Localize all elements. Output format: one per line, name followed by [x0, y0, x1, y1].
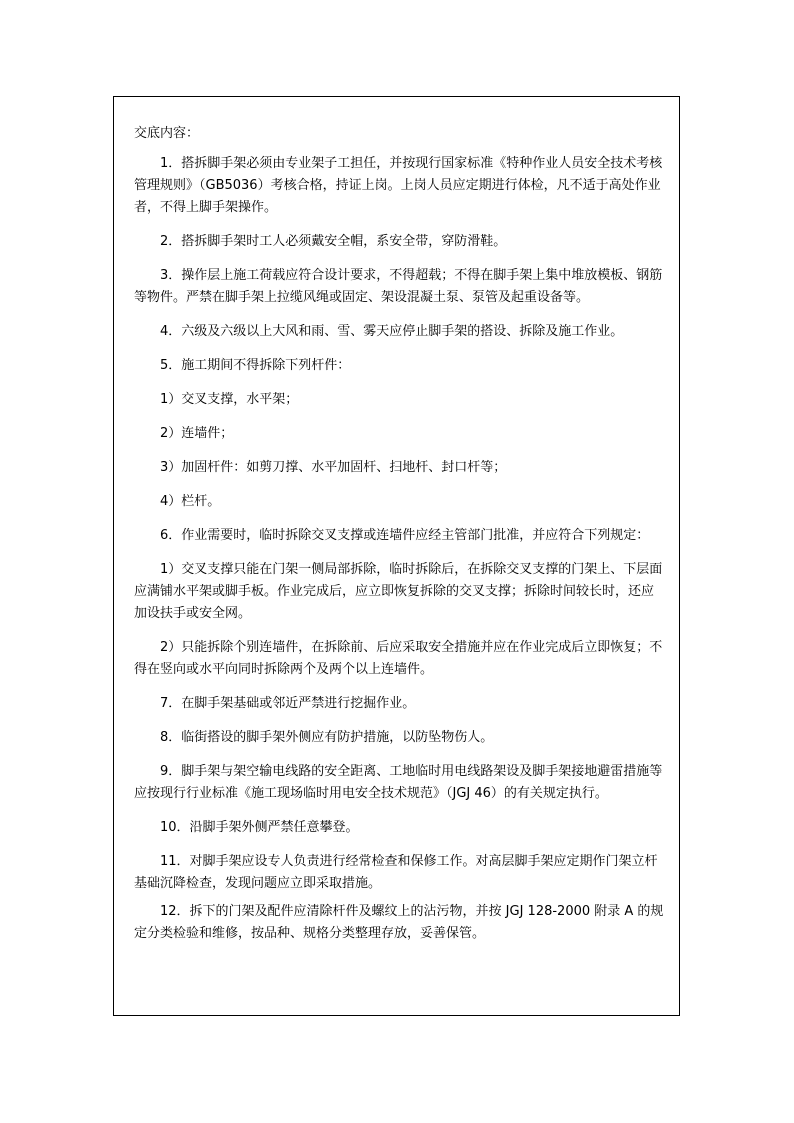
item-3: 3．操作层上施工荷载应符合设计要求，不得超载；不得在脚手架上集中堆放模板、钢筋等物件。严禁在脚手架上拉缆风绳或固定、架设混凝土泵、泵管及起重设备等。	[134, 268, 663, 305]
section-heading: 交底内容：	[134, 126, 200, 141]
item-6: 6．作业需要时，临时拆除交叉支撑或连墙件应经主管部门批准，并应符合下列规定：	[160, 528, 650, 543]
item-1: 1．搭拆脚手架必须由专业架子工担任，并按现行国家标准《特种作业人员安全技术考核管理规则》（GB5036）考核合格，持证上岗。上岗人员应定期进行体检，凡不适于高处作业者，不得上脚手架操作。	[134, 156, 663, 215]
item-5: 5．施工期间不得拆除下列杆件：	[160, 358, 351, 373]
item-6-sub-1: 1）交叉支撑只能在门架一侧局部拆除，临时拆除后，在拆除交叉支撑的门架上、下层面应满铺水平架或脚手板。作业完成后，应立即恢复拆除的交叉支撑；拆除时间较长时，还应加设扶手或安全网。	[134, 562, 663, 621]
item-5-sub-4: 4）栏杆。	[160, 494, 221, 509]
item-9: 9．脚手架与架空输电线路的安全距离、工地临时用电线路架设及脚手架接地避雷措施等应按现行行业标准《施工现场临时用电安全技术规范》（JGJ 46）的有关规定执行。	[134, 764, 663, 801]
item-8: 8．临街搭设的脚手架外侧应有防护措施，以防坠物伤人。	[160, 730, 494, 745]
item-12: 12．拆下的门架及配件应清除杆件及螺纹上的沾污物，并按 JGJ 128-2000 附录 A 的规定分类检验和维修，按品种、规格分类整理存放，妥善保管。	[134, 904, 664, 941]
item-4: 4．六级及六级以上大风和雨、雪、雾天应停止脚手架的搭设、拆除及施工作业。	[160, 324, 624, 339]
item-10: 10．沿脚手架外侧严禁任意攀登。	[160, 820, 359, 835]
item-5-sub-3: 3）加固杆件：如剪刀撑、水平加固杆、扫地杆、封口杆等；	[160, 460, 507, 475]
item-6-sub-2: 2）只能拆除个别连墙件，在拆除前、后应采取安全措施并应在作业完成后立即恢复；不得在竖向或水平向同时拆除两个及两个以上连墙件。	[134, 640, 663, 677]
item-5-sub-1: 1）交叉支撑，水平架；	[160, 392, 299, 407]
document-content	[134, 123, 664, 957]
item-2: 2．搭拆脚手架时工人必须戴安全帽，系安全带，穿防滑鞋。	[160, 234, 507, 249]
item-7: 7．在脚手架基础或邻近严禁进行挖掘作业。	[160, 696, 416, 711]
document-frame	[113, 96, 680, 1016]
item-5-sub-2: 2）连墙件；	[160, 426, 234, 441]
item-11: 11．对脚手架应设专人负责进行经常检查和保修工作。对高层脚手架应定期作门架立杆基础沉降检查，发现问题应立即采取措施。	[134, 854, 658, 891]
